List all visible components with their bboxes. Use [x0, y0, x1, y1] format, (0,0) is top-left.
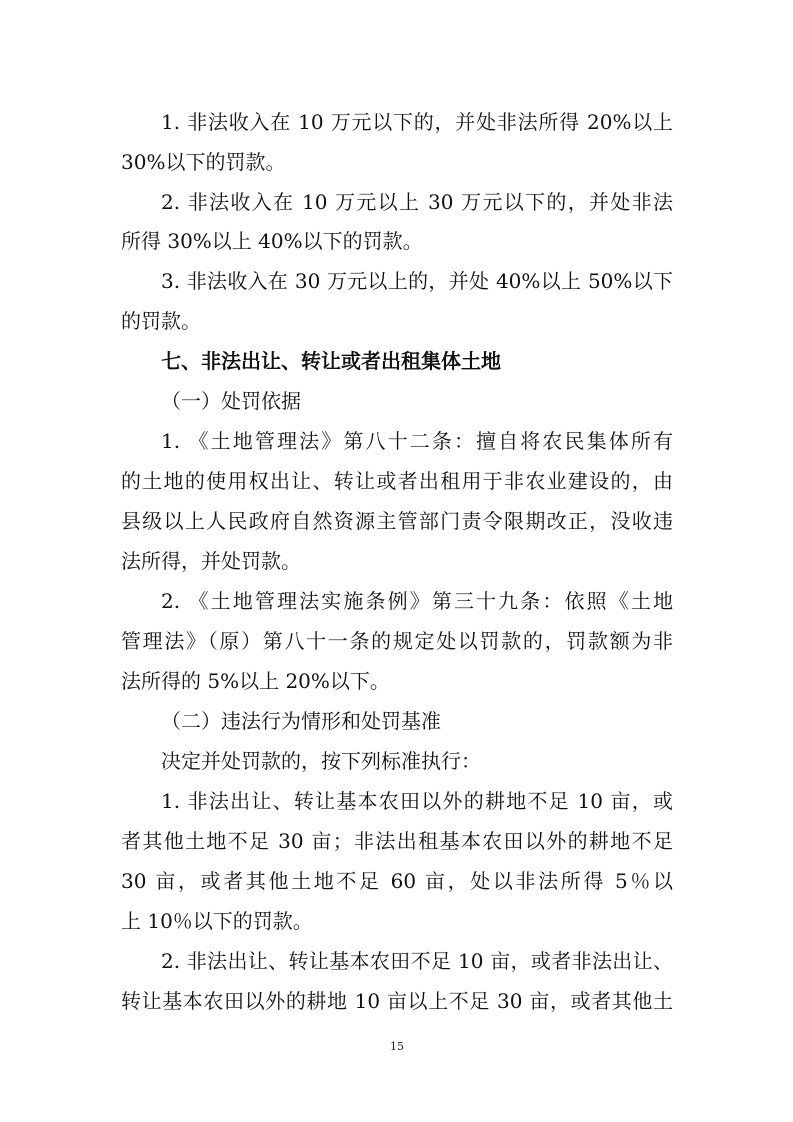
- page-number: 15: [390, 1040, 404, 1053]
- section-heading: 七、非法出让、转让或者出租集体土地: [161, 349, 501, 373]
- subsection-heading: （二）违法行为情形和处罚基准: [161, 709, 441, 733]
- text-line: 2. 非法出让、转让基本农田不足 10 亩，或者非法出让、: [161, 949, 673, 973]
- text-line: 3. 非法收入在 30 万元以上的，并处 40%以上 50%以下: [161, 269, 673, 293]
- text-line: 管理法》（原）第八十一条的规定处以罚款的，罚款额为非: [121, 629, 673, 653]
- text-line: 决定并处罚款的，按下列标准执行：: [161, 749, 481, 773]
- text-line: 者其他土地不足 30 亩；非法出租基本农田以外的耕地不足: [121, 829, 673, 853]
- text-line: 1. 非法出让、转让基本农田以外的耕地不足 10 亩，或: [161, 789, 673, 813]
- text-line: 县级以上人民政府自然资源主管部门责令限期改正，没收违: [121, 509, 673, 533]
- text-line: 30 亩，或者其他土地不足 60 亩，处以非法所得 5％以: [121, 869, 673, 893]
- text-line: 的罚款。: [121, 309, 201, 333]
- subsection-heading: （一）处罚依据: [161, 389, 301, 413]
- text-line: 上 10％以下的罚款。: [121, 909, 313, 933]
- text-line: 2. 非法收入在 10 万元以上 30 万元以下的，并处非法: [161, 190, 673, 214]
- text-line: 法所得，并处罚款。: [121, 549, 301, 573]
- text-line: 转让基本农田以外的耕地 10 亩以上不足 30 亩，或者其他土: [121, 989, 673, 1013]
- text-line: 法所得的 5%以上 20%以下。: [121, 669, 390, 693]
- text-line: 1. 《土地管理法》第八十二条：擅自将农民集体所有: [161, 429, 673, 453]
- text-line: 2. 《土地管理法实施条例》第三十九条：依照《土地: [161, 589, 673, 613]
- text-line: 所得 30%以上 40%以下的罚款。: [121, 229, 423, 253]
- text-line: 的土地的使用权出让、转让或者出租用于非农业建设的，由: [121, 469, 673, 493]
- text-line: 30%以下的罚款。: [121, 150, 286, 174]
- text-line: 1. 非法收入在 10 万元以下的，并处非法所得 20%以上: [161, 110, 673, 134]
